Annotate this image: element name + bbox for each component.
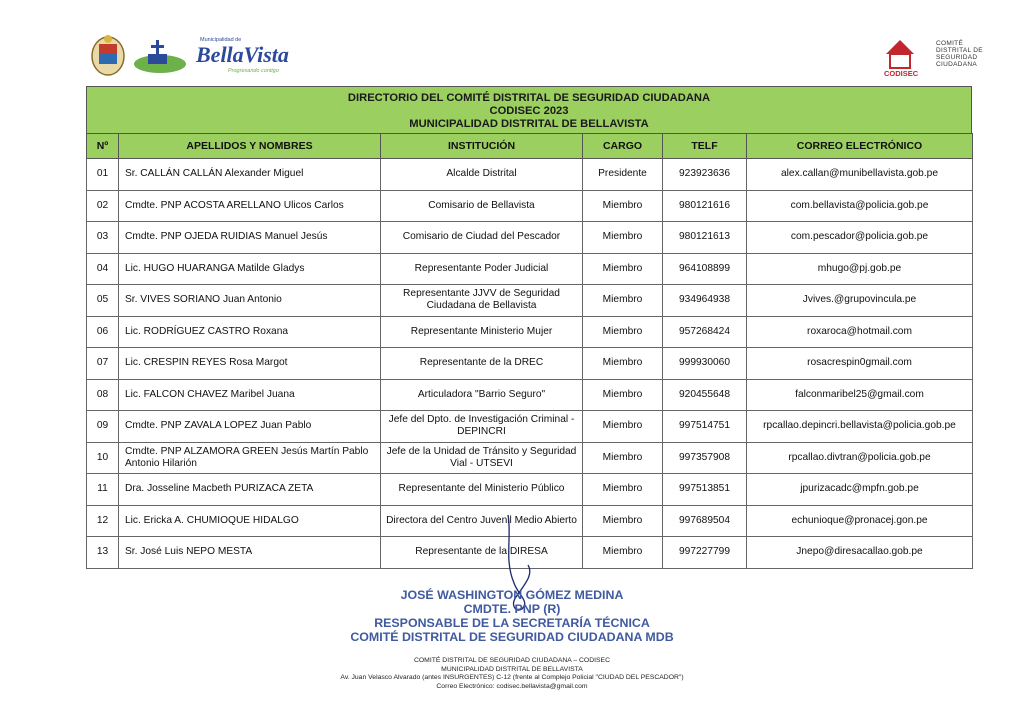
row-phone: 999930060 [663,348,747,380]
row-name: Cmdte. PNP ZAVALA LOPEZ Juan Pablo [119,411,381,443]
row-institution: Alcalde Distrital [381,159,583,191]
row-institution: Jefe del Dpto. de Investigación Criminal - DEPINCRI [381,411,583,443]
table-row [87,285,973,317]
row-email: jpurizacadc@mpfn.gob.pe [747,474,973,506]
row-email: roxaroca@hotmail.com [747,316,973,348]
title-line-2: CODISEC 2023 [489,105,569,117]
row-role: Miembro [583,190,663,222]
row-email: Jvives.@grupovincula.pe [747,285,973,317]
row-phone: 997227799 [663,537,747,569]
row-name: Lic. FALCON CHAVEZ Maribel Juana [119,379,381,411]
row-role: Miembro [583,379,663,411]
row-name: Cmdte. PNP ACOSTA ARELLANO Ulicos Carlos [119,190,381,222]
codisec-caption: COMITÉ DISTRITAL DE SEGURIDAD CIUDADANA [936,40,983,68]
table-row [87,474,973,506]
row-name: Dra. Josseline Macbeth PURIZACA ZETA [119,474,381,506]
table-row [87,379,973,411]
coat-of-arms-icon [92,35,124,75]
table-row [87,222,973,254]
row-name: Sr. VIVES SORIANO Juan Antonio [119,285,381,317]
col-header-institution: INSTITUCIÓN [381,134,583,159]
row-institution: Representante Ministerio Mujer [381,316,583,348]
table-row [87,253,973,285]
row-num: 07 [87,348,119,380]
row-phone: 923923636 [663,159,747,191]
row-role: Miembro [583,348,663,380]
house-icon [886,40,914,68]
row-role: Miembro [583,442,663,474]
logo-top-text: Municipalidad de [200,37,242,43]
row-phone: 997514751 [663,411,747,443]
table-row [87,159,973,191]
row-role: Miembro [583,505,663,537]
row-num: 01 [87,159,119,191]
signature-block [0,588,1024,644]
row-phone: 997513851 [663,474,747,506]
row-phone: 997357908 [663,442,747,474]
row-institution: Articuladora "Barrio Seguro" [381,379,583,411]
directory-table [86,133,973,569]
row-email: mhugo@pj.gob.pe [747,253,973,285]
directory-title [86,86,972,133]
footer-address: Av. Juan Velasco Alvarado (antes INSURGENTES) C-12 (frente al Complejo Policial "CIUDAD DEL PESCADOR") [340,674,684,682]
row-num: 13 [87,537,119,569]
table-row [87,442,973,474]
row-phone: 980121613 [663,222,747,254]
row-role: Miembro [583,474,663,506]
row-institution: Jefe de la Unidad de Tránsito y Seguridad Vial - UTSEVI [381,442,583,474]
row-phone: 920455648 [663,379,747,411]
row-institution: Representante de la DREC [381,348,583,380]
row-role: Presidente [583,159,663,191]
row-email: rpcallao.depincri.bellavista@policia.gob.pe [747,411,973,443]
table-header-row [87,134,973,159]
row-role: Miembro [583,537,663,569]
row-name: Lic. Ericka A. CHUMIOQUE HIDALGO [119,505,381,537]
row-institution: Directora del Centro Juvenil Medio Abierto [381,505,583,537]
table-row [87,411,973,443]
table-row [87,190,973,222]
row-phone: 997689504 [663,505,747,537]
row-num: 10 [87,442,119,474]
col-header-phone: TELF [663,134,747,159]
row-email: alex.callan@munibellavista.gob.pe [747,159,973,191]
row-role: Miembro [583,222,663,254]
row-role: Miembro [583,316,663,348]
row-institution: Representante Poder Judicial [381,253,583,285]
logo-name: BellaVista [196,42,289,67]
row-num: 02 [87,190,119,222]
row-num: 09 [87,411,119,443]
codisec-badge: CODISEC [884,69,919,78]
row-name: Lic. RODRÍGUEZ CASTRO Roxana [119,316,381,348]
title-line-3: MUNICIPALIDAD DISTRITAL DE BELLAVISTA [409,118,649,130]
row-institution: Representante del Ministerio Público [381,474,583,506]
row-email: echunioque@pronacej.gon.pe [747,505,973,537]
title-line-1: DIRECTORIO DEL COMITÉ DISTRITAL DE SEGURIDAD CIUDADANA [347,92,711,104]
footer-email: Correo Electrónico: codisec.bellavista@gmail.com [436,682,588,690]
row-num: 04 [87,253,119,285]
row-name: Cmdte. PNP OJEDA RUIDIAS Manuel Jesús [119,222,381,254]
row-num: 06 [87,316,119,348]
col-header-role: CARGO [583,134,663,159]
row-name: Cmdte. PNP ALZAMORA GREEN Jesús Martín Pablo Antonio Hilarión [119,442,381,474]
row-phone: 957268424 [663,316,747,348]
table-row [87,316,973,348]
signature-name: JOSÉ WASHINGTON GÓMEZ MEDINA [400,588,624,602]
row-name: Sr. CALLÁN CALLÁN Alexander Miguel [119,159,381,191]
row-phone: 934964938 [663,285,747,317]
row-name: Lic. HUGO HUARANGA Matilde Gladys [119,253,381,285]
row-email: Jnepo@diresacallao.gob.pe [747,537,973,569]
page-footer [0,657,1024,691]
church-logo-icon [134,40,186,73]
row-name: Lic. CRESPIN REYES Rosa Margot [119,348,381,380]
municipality-logo [88,30,298,80]
row-num: 03 [87,222,119,254]
row-role: Miembro [583,411,663,443]
directory-sheet [86,86,972,569]
logo-slogan: Progresando contigo [228,68,279,74]
row-email: com.pescador@policia.gob.pe [747,222,973,254]
row-email: com.bellavista@policia.gob.pe [747,190,973,222]
row-institution: Representante de la DIRESA [381,537,583,569]
row-email: falconmaribel25@gmail.com [747,379,973,411]
row-institution: Representante JJVV de Seguridad Ciudadana de Bellavista [381,285,583,317]
table-row [87,348,973,380]
signature-rank: CMDTE. PNP (R) [463,602,561,616]
footer-line-1: COMITÉ DISTRITAL DE SEGURIDAD CIUDADANA – CODISEC [413,657,610,664]
row-institution: Comisario de Bellavista [381,190,583,222]
row-name: Sr. José Luis NEPO MESTA [119,537,381,569]
row-num: 05 [87,285,119,317]
signature-position: RESPONSABLE DE LA SECRETARÍA TÉCNICA [374,616,650,630]
col-header-name: APELLIDOS Y NOMBRES [119,134,381,159]
col-header-email: CORREO ELECTRÓNICO [747,134,973,159]
row-institution: Comisario de Ciudad del Pescador [381,222,583,254]
row-num: 11 [87,474,119,506]
row-phone: 980121616 [663,190,747,222]
row-email: rpcallao.divtran@policia.gob.pe [747,442,973,474]
row-num: 08 [87,379,119,411]
row-phone: 964108899 [663,253,747,285]
row-role: Miembro [583,285,663,317]
row-role: Miembro [583,253,663,285]
footer-line-2: MUNICIPALIDAD DISTRITAL DE BELLAVISTA [441,665,583,673]
row-num: 12 [87,505,119,537]
row-email: rosacrespin0gmail.com [747,348,973,380]
signature-committee: COMITÉ DISTRITAL DE SEGURIDAD CIUDADANA MDB [350,630,674,644]
col-header-num: Nº [87,134,119,159]
